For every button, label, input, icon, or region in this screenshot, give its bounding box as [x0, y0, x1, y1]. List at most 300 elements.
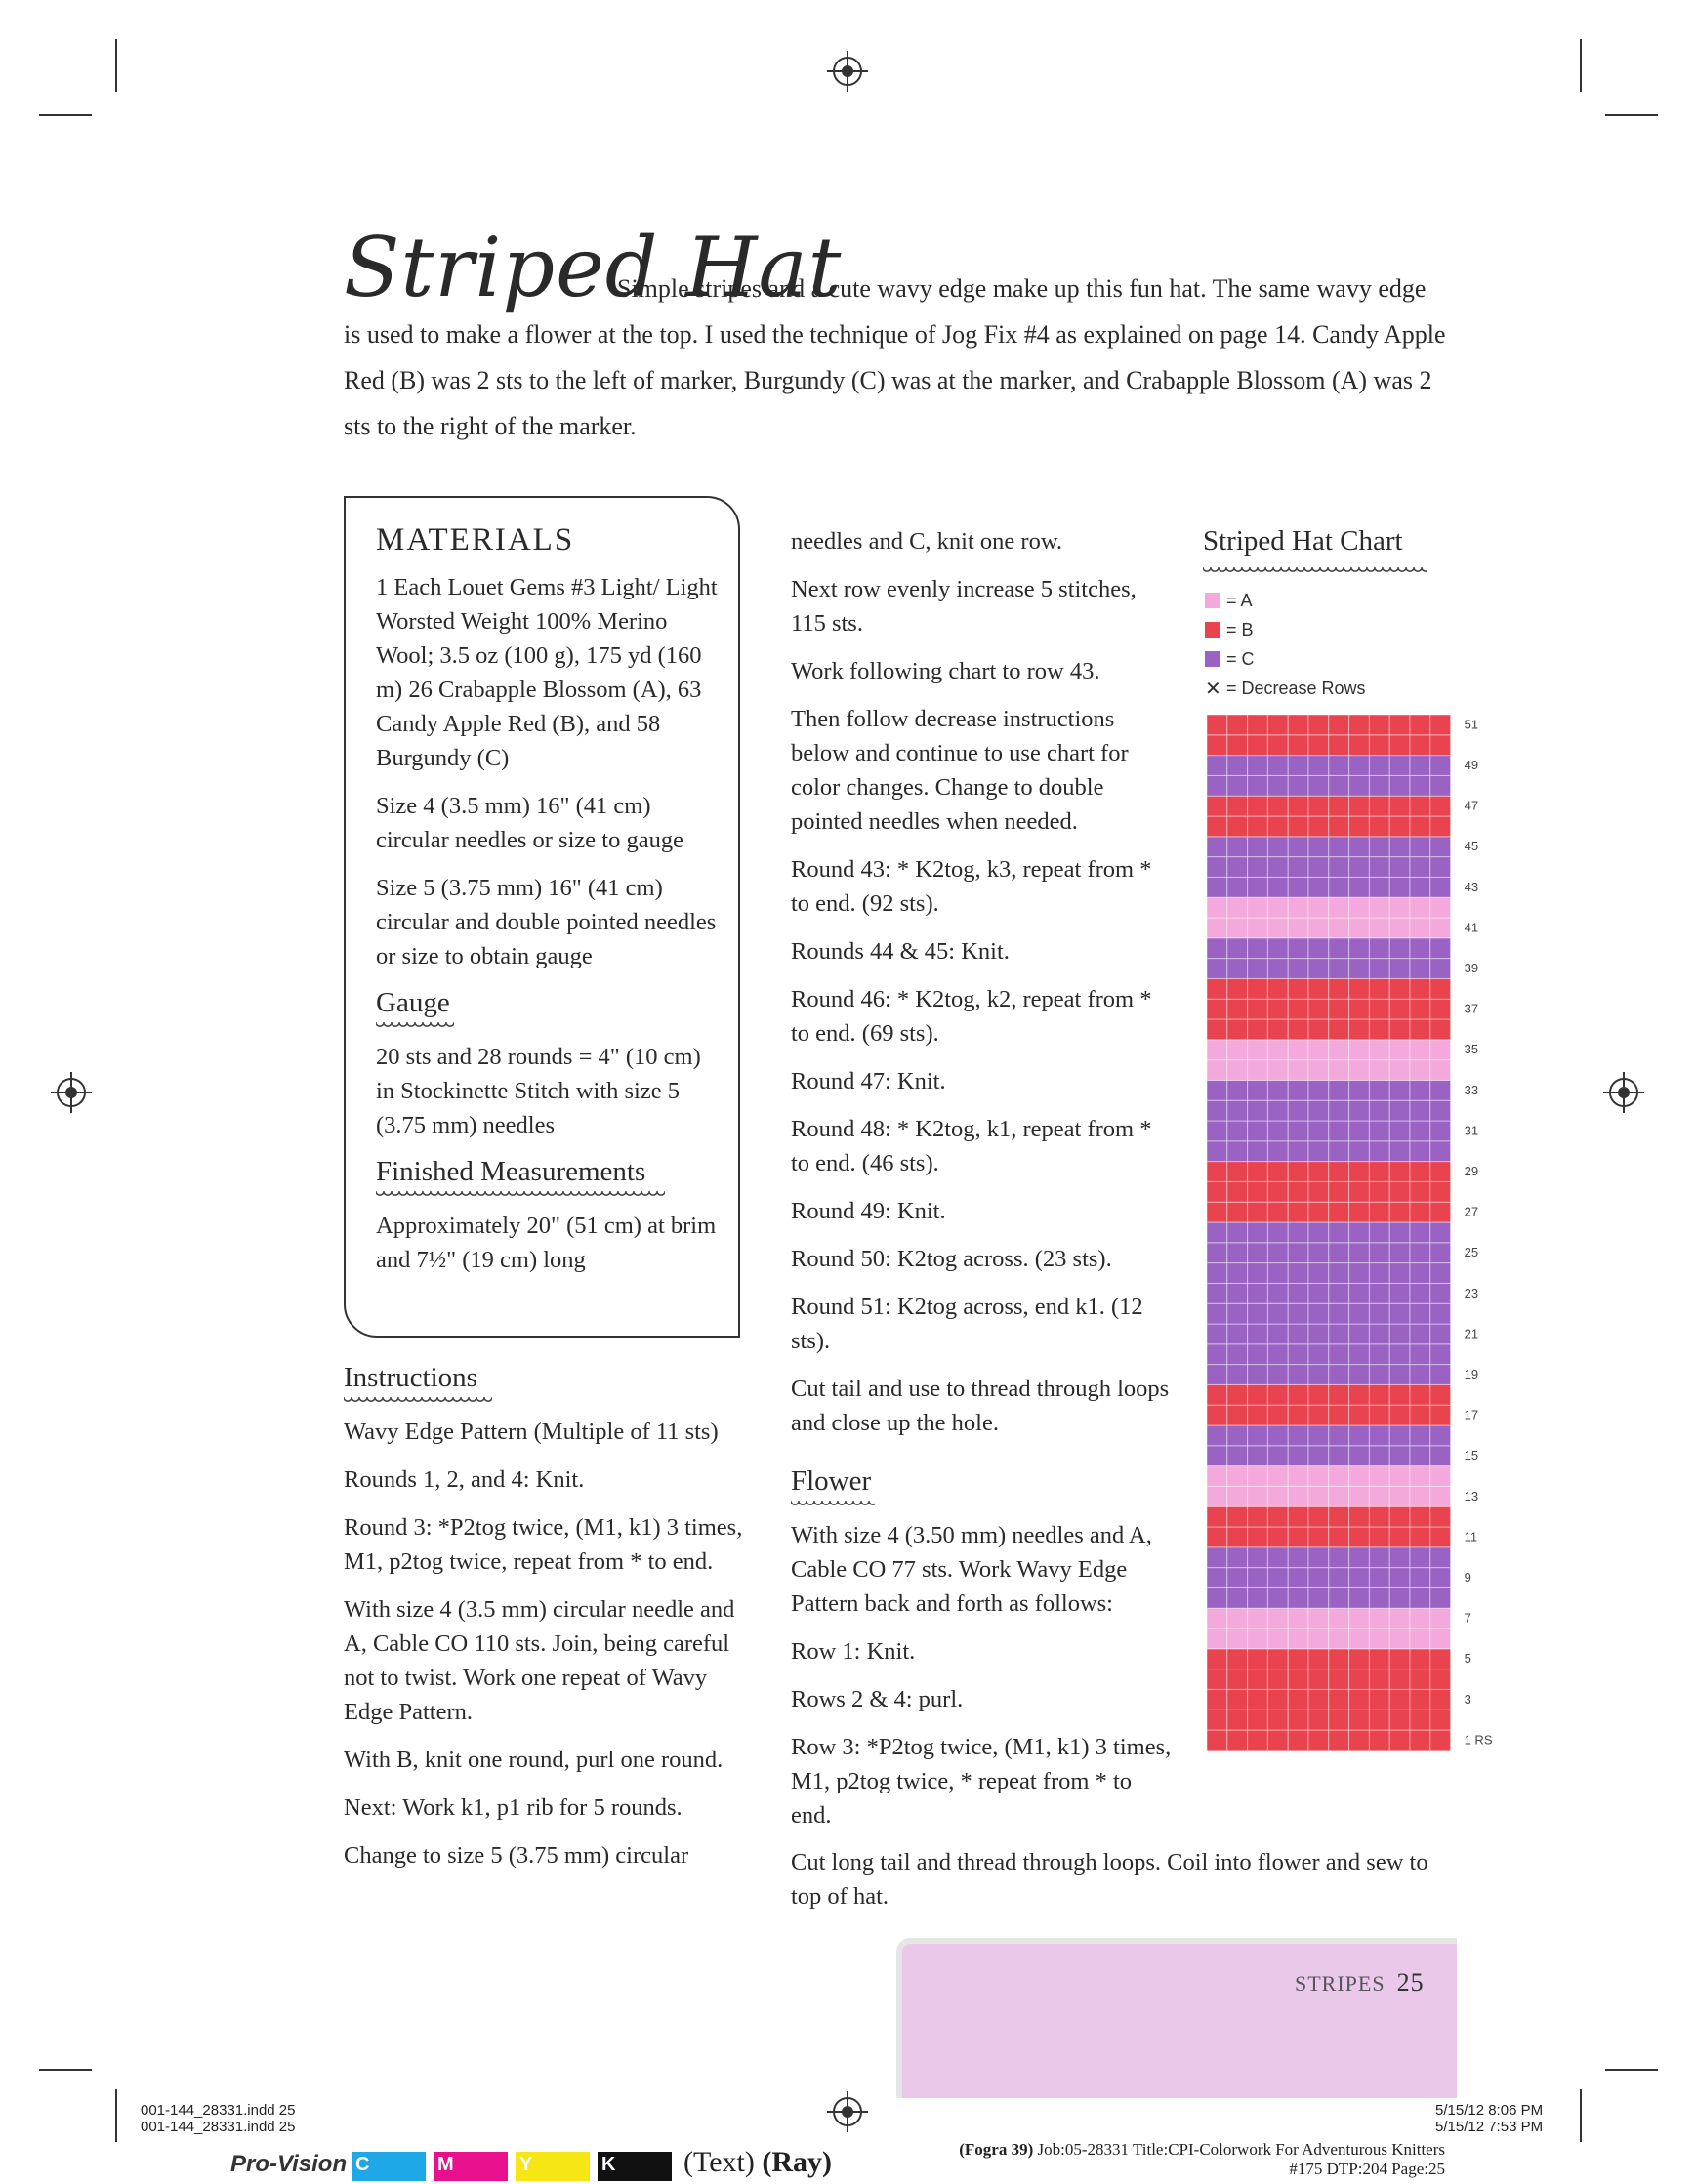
chart-cell [1349, 1384, 1370, 1405]
chart-cell [1308, 1181, 1329, 1202]
chart-cell [1329, 1324, 1349, 1344]
chart-cell [1308, 1263, 1329, 1284]
chart-cell [1288, 1100, 1308, 1121]
chart-cell [1267, 1587, 1288, 1608]
chart-cell [1349, 1019, 1370, 1040]
chart-cell [1288, 857, 1308, 878]
chart-cell [1349, 1040, 1370, 1060]
chart-cell [1329, 735, 1349, 756]
chart-cell [1207, 918, 1227, 938]
chart-cell [1410, 1710, 1430, 1730]
chart-cell [1288, 897, 1308, 918]
chart-cell [1308, 1040, 1329, 1060]
chart-cell [1308, 1547, 1329, 1568]
chart-cell [1430, 1141, 1451, 1162]
chart-cell [1288, 816, 1308, 837]
chart-cell [1389, 1263, 1410, 1284]
chart-cell [1389, 1466, 1410, 1487]
chart-cell [1267, 1628, 1288, 1649]
chart-cell [1389, 918, 1410, 938]
chart-cell [1369, 1669, 1389, 1690]
chart-cell [1430, 837, 1451, 857]
chart-cell [1267, 1730, 1288, 1751]
chart-cell [1369, 816, 1389, 837]
chart-cell [1207, 1669, 1227, 1690]
chart-row-label: 19 [1464, 1367, 1479, 1381]
chart-cell [1329, 1486, 1349, 1506]
chart-cell [1389, 1344, 1410, 1365]
crop-mark [1605, 114, 1658, 116]
chart-cell [1227, 1100, 1248, 1121]
chart-cell [1329, 775, 1349, 796]
chart-cell [1267, 1344, 1288, 1365]
chart-cell [1369, 1466, 1389, 1487]
chart-cell [1227, 756, 1248, 776]
chart-cell [1389, 1040, 1410, 1060]
chart-row-label: 25 [1464, 1245, 1479, 1260]
chart-cell [1248, 1506, 1268, 1527]
chart-cell [1288, 1466, 1308, 1487]
chart-cell [1349, 1405, 1370, 1425]
chart-cell [1410, 1202, 1430, 1222]
chart-cell [1248, 1080, 1268, 1100]
chart-cell [1349, 1100, 1370, 1121]
chart-cell [1248, 999, 1268, 1019]
chart-cell [1267, 796, 1288, 816]
chart-cell [1267, 1547, 1288, 1568]
chart-cell [1207, 1040, 1227, 1060]
swatch-cyan: C [352, 2152, 426, 2181]
chart-cell [1329, 1121, 1349, 1141]
chart-cell [1369, 1303, 1389, 1324]
chart-cell [1329, 1344, 1349, 1365]
chart-row-label: 3 [1464, 1691, 1471, 1707]
slug-file [141, 2102, 295, 2135]
chart-cell [1248, 1222, 1268, 1243]
chart-cell [1308, 1568, 1329, 1588]
chart-row-label: 37 [1464, 1001, 1479, 1016]
chart-cell [1267, 1019, 1288, 1040]
chart-cell [1227, 1649, 1248, 1669]
chart-cell [1369, 775, 1389, 796]
chart-cell [1369, 715, 1389, 735]
chart-cell [1227, 1506, 1248, 1527]
chart-cell [1288, 1608, 1308, 1628]
chart-cell [1267, 775, 1288, 796]
chart-cell [1207, 897, 1227, 918]
chart-cell [1227, 897, 1248, 918]
chart-cell [1267, 978, 1288, 999]
instruction-step: Next row evenly increase 5 stitches, 115 sts. [791, 576, 1137, 637]
chart-cell [1267, 1527, 1288, 1547]
chart-cell [1207, 1649, 1227, 1669]
chart-cell [1369, 1202, 1389, 1222]
chart-cell [1248, 1425, 1268, 1446]
chart-cell [1430, 1425, 1451, 1446]
chart-cell [1288, 715, 1308, 735]
chart-cell [1389, 959, 1410, 979]
chart-cell [1389, 857, 1410, 878]
wavy-underline [376, 1191, 665, 1199]
chart-cell [1329, 857, 1349, 878]
chart-cell [1248, 1060, 1268, 1081]
chart-cell [1308, 1527, 1329, 1547]
chart-cell [1207, 1202, 1227, 1222]
chart-cell [1389, 1587, 1410, 1608]
chart-cell [1329, 938, 1349, 959]
chart-cell [1389, 1202, 1410, 1222]
chart-cell [1389, 1506, 1410, 1527]
chart-cell [1207, 999, 1227, 1019]
legend-item [1205, 644, 1366, 674]
chart-row-label: 51 [1464, 717, 1479, 732]
chart-cell [1248, 938, 1268, 959]
chart-cell [1207, 756, 1227, 776]
chart-cell [1389, 1486, 1410, 1506]
chart-cell [1227, 1121, 1248, 1141]
chart-cell [1349, 918, 1370, 938]
chart-cell [1207, 1506, 1227, 1527]
chart-cell [1430, 1303, 1451, 1324]
chart-cell [1227, 1486, 1248, 1506]
chart-row-label: 21 [1464, 1326, 1479, 1341]
chart-cell [1410, 1649, 1430, 1669]
chart-cell [1248, 1181, 1268, 1202]
chart-cell [1207, 1243, 1227, 1263]
instructions-column [344, 1362, 744, 1886]
chart-cell [1389, 1324, 1410, 1344]
chart-cell [1248, 1202, 1268, 1222]
chart-cell [1207, 1365, 1227, 1385]
chart-cell [1227, 1689, 1248, 1710]
chart-cell [1248, 1486, 1268, 1506]
chart-cell [1369, 1222, 1389, 1243]
chart-cell [1308, 897, 1329, 918]
chart-cell [1207, 1141, 1227, 1162]
final-step: Cut long tail and thread through loops. Coil into flower and sew to top of hat. [791, 1849, 1428, 1910]
chart-cell [1227, 1384, 1248, 1405]
chart-row-label: 1 RS [1464, 1732, 1493, 1748]
chart-cell [1248, 1568, 1268, 1588]
decrease-x-icon: ✕ [1205, 678, 1221, 700]
chart-cell [1369, 918, 1389, 938]
chart-cell [1267, 1669, 1288, 1690]
chart-cell [1349, 897, 1370, 918]
chart-cell [1267, 1710, 1288, 1730]
chart-cell [1207, 978, 1227, 999]
chart-cell [1267, 1425, 1288, 1446]
chart-cell [1430, 1730, 1451, 1751]
chart-cell [1288, 999, 1308, 1019]
chart-cell [1369, 1446, 1389, 1466]
chart-cell [1288, 1730, 1308, 1751]
chart-cell [1389, 1568, 1410, 1588]
chart-cell [1430, 1121, 1451, 1141]
chart-cell [1410, 796, 1430, 816]
chart-cell [1349, 816, 1370, 837]
materials-item: Size 4 (3.5 mm) 16" (41 cm) circular needles or size to gauge [376, 793, 683, 853]
chart-cell [1248, 1283, 1268, 1303]
chart-cell [1410, 1405, 1430, 1425]
chart-cell [1329, 959, 1349, 979]
chart-cell [1410, 1121, 1430, 1141]
chart-cell [1227, 1628, 1248, 1649]
chart-cell [1369, 857, 1389, 878]
instruction-step: Round 43: * K2tog, k3, repeat from * to end. (92 sts). [791, 856, 1152, 917]
instruction-step: Change to size 5 (3.75 mm) circular [344, 1842, 689, 1869]
chart-row-label: 49 [1464, 758, 1479, 772]
chart-cell [1248, 1547, 1268, 1568]
chart-cell [1329, 837, 1349, 857]
chart-row-label: 43 [1464, 879, 1479, 894]
chart-cell [1389, 796, 1410, 816]
chart-cell [1329, 1506, 1349, 1527]
instructions-heading: Instructions [344, 1362, 477, 1393]
chart-cell [1410, 1040, 1430, 1060]
chart-cell [1410, 1628, 1430, 1649]
chart-cell [1430, 715, 1451, 735]
chart-cell [1288, 1628, 1308, 1649]
chart-cell [1410, 1324, 1430, 1344]
chart-cell [1288, 1243, 1308, 1263]
chart-cell [1329, 1466, 1349, 1487]
chart-cell [1430, 1466, 1451, 1487]
chart-cell [1207, 1568, 1227, 1588]
chart-cell [1369, 1243, 1389, 1263]
chart-cell [1207, 1263, 1227, 1284]
chart-cell [1349, 1303, 1370, 1324]
chart-cell [1267, 756, 1288, 776]
instruction-step: Wavy Edge Pattern (Multiple of 11 sts) [344, 1419, 719, 1445]
chart-cell [1349, 1162, 1370, 1182]
chart-cell [1267, 1080, 1288, 1100]
chart-cell [1308, 877, 1329, 897]
instruction-step: Round 3: *P2tog twice, (M1, k1) 3 times, M1, p2tog twice, repeat from * to end. [344, 1514, 743, 1575]
chart-cell [1248, 1649, 1268, 1669]
chart-cell [1248, 897, 1268, 918]
chart-cell [1308, 1425, 1329, 1446]
chart-cell [1329, 1060, 1349, 1081]
chart-cell [1389, 1669, 1410, 1690]
chart-cell [1227, 1587, 1248, 1608]
chart-cell [1288, 1162, 1308, 1182]
chart-cell [1410, 959, 1430, 979]
chart-cell [1248, 1608, 1268, 1628]
chart-cell [1227, 1710, 1248, 1730]
chart-cell [1430, 877, 1451, 897]
slug-text-label [683, 2146, 832, 2179]
chart-cell [1288, 796, 1308, 816]
chart-cell [1308, 1649, 1329, 1669]
chart-cell [1430, 978, 1451, 999]
chart-cell [1308, 1405, 1329, 1425]
chart-cell [1369, 1181, 1389, 1202]
chart-cell [1410, 775, 1430, 796]
chart-cell [1349, 1486, 1370, 1506]
chart-cell [1227, 1324, 1248, 1344]
chart-cell [1267, 1384, 1288, 1405]
chart-cell [1308, 1608, 1329, 1628]
legend-swatch-a [1205, 593, 1220, 608]
chart-cell [1329, 1202, 1349, 1222]
chart-cell [1410, 918, 1430, 938]
chart-cell [1227, 1181, 1248, 1202]
slug-text: (Text) [683, 2146, 755, 2178]
page-number: 25 [1396, 1968, 1425, 1997]
chart-cell [1308, 959, 1329, 979]
chart-cell [1389, 1730, 1410, 1751]
chart-cell [1369, 1486, 1389, 1506]
chart-cell [1227, 1080, 1248, 1100]
chart-cell [1248, 735, 1268, 756]
chart-cell [1389, 1649, 1410, 1669]
chart-cell [1349, 756, 1370, 776]
chart-cell [1267, 1649, 1288, 1669]
chart-cell [1329, 1100, 1349, 1121]
chart-cell [1369, 1080, 1389, 1100]
chart-cell [1227, 1405, 1248, 1425]
instruction-step: Work following chart to row 43. [791, 658, 1100, 684]
chart-cell [1308, 918, 1329, 938]
chart-cell [1369, 1344, 1389, 1365]
chart-cell [1308, 1689, 1329, 1710]
chart-cell [1410, 1303, 1430, 1324]
chart-cell [1410, 1222, 1430, 1243]
chart-row-label: 13 [1464, 1488, 1479, 1504]
chart-cell [1430, 1384, 1451, 1405]
chart-cell [1207, 1730, 1227, 1751]
chart-cell [1349, 1202, 1370, 1222]
chart-cell [1267, 999, 1288, 1019]
chart-cell [1308, 1384, 1329, 1405]
chart-cell [1410, 978, 1430, 999]
chart-cell [1430, 1243, 1451, 1263]
chart-cell [1389, 877, 1410, 897]
finished-heading: Finished Measurements [376, 1156, 646, 1187]
chart-cell [1248, 1587, 1268, 1608]
chart-cell [1248, 1466, 1268, 1487]
chart-row-label: 9 [1464, 1570, 1471, 1585]
chart-cell [1369, 1060, 1389, 1081]
chart-cell [1369, 999, 1389, 1019]
chart-cell [1308, 1466, 1329, 1487]
chart-cell [1308, 1506, 1329, 1527]
chart-cell [1288, 1689, 1308, 1710]
slug-date-line: 5/15/12 8:06 PM [1435, 2102, 1544, 2119]
section-name: STRIPES [1295, 1971, 1386, 1996]
chart-cell [1308, 1730, 1329, 1751]
chart-cell [1227, 1527, 1248, 1547]
chart-cell [1227, 1568, 1248, 1588]
chart-cell [1369, 1365, 1389, 1385]
chart-cell [1369, 1263, 1389, 1284]
chart-cell [1329, 1730, 1349, 1751]
crop-mark [39, 2069, 92, 2071]
chart-cell [1207, 959, 1227, 979]
chart-cell [1430, 999, 1451, 1019]
chart-cell [1248, 715, 1268, 735]
chart-cell [1248, 1141, 1268, 1162]
chart-cell [1410, 1547, 1430, 1568]
chart-cell [1430, 1608, 1451, 1628]
chart-cell [1349, 1121, 1370, 1141]
chart-cell [1389, 1121, 1410, 1141]
chart-cell [1349, 1446, 1370, 1466]
chart-cell [1288, 1547, 1308, 1568]
chart-cell [1288, 1181, 1308, 1202]
chart-row-label: 41 [1464, 920, 1479, 935]
chart-cell [1389, 1425, 1410, 1446]
chart-cell [1369, 1162, 1389, 1182]
chart-cell [1430, 897, 1451, 918]
chart-cell [1267, 897, 1288, 918]
intro-paragraph [344, 266, 1447, 449]
registration-mark-icon [833, 2097, 862, 2126]
chart-cell [1288, 1446, 1308, 1466]
chart-cell [1248, 918, 1268, 938]
chart-row-label: 31 [1464, 1123, 1479, 1138]
chart-cell [1308, 796, 1329, 816]
flower-step: With size 4 (3.50 mm) needles and A, Cable CO 77 sts. Work Wavy Edge Pattern back and forth as follows: [791, 1522, 1152, 1617]
chart-cell [1430, 1202, 1451, 1222]
chart-cell [1288, 978, 1308, 999]
legend-item [1205, 586, 1366, 615]
chart-cell [1248, 1243, 1268, 1263]
chart-cell [1248, 1730, 1268, 1751]
instruction-step: Next: Work k1, p1 rib for 5 rounds. [344, 1794, 683, 1821]
chart-cell [1267, 816, 1288, 837]
chart-cell [1227, 1669, 1248, 1690]
chart-cell [1267, 1303, 1288, 1324]
chart-cell [1430, 1222, 1451, 1243]
chart-cell [1389, 978, 1410, 999]
chart-cell [1288, 756, 1308, 776]
chart-cell [1288, 938, 1308, 959]
chart-cell [1369, 959, 1389, 979]
chart-cell [1267, 1446, 1288, 1466]
crop-mark [1580, 2089, 1582, 2142]
chart-cell [1248, 1689, 1268, 1710]
chart-cell [1248, 796, 1268, 816]
chart-cell [1389, 1222, 1410, 1243]
chart-cell [1248, 775, 1268, 796]
chart-cell [1430, 1568, 1451, 1588]
chart-cell [1329, 715, 1349, 735]
chart-cell [1349, 1344, 1370, 1365]
chart-cell [1369, 1040, 1389, 1060]
chart-cell [1227, 1730, 1248, 1751]
chart-cell [1227, 938, 1248, 959]
chart-cell [1248, 1040, 1268, 1060]
chart-cell [1267, 837, 1288, 857]
chart-cell [1349, 1080, 1370, 1100]
chart-cell [1349, 1263, 1370, 1284]
chart-cell [1410, 1243, 1430, 1263]
instruction-step: Round 48: * K2tog, k1, repeat from * to end. (46 sts). [791, 1116, 1152, 1176]
chart-cell [1288, 1019, 1308, 1040]
chart-cell [1267, 1506, 1288, 1527]
slug-dtp: #175 DTP:204 Page:25 [1289, 2160, 1445, 2178]
chart-cell [1349, 978, 1370, 999]
chart-cell [1389, 837, 1410, 857]
chart-cell [1430, 775, 1451, 796]
chart-cell [1369, 796, 1389, 816]
chart-cell [1329, 1689, 1349, 1710]
chart-cell [1288, 1365, 1308, 1385]
chart-cell [1369, 1405, 1389, 1425]
flower-step: Row 1: Knit. [791, 1638, 916, 1665]
chart-cell [1227, 1608, 1248, 1628]
